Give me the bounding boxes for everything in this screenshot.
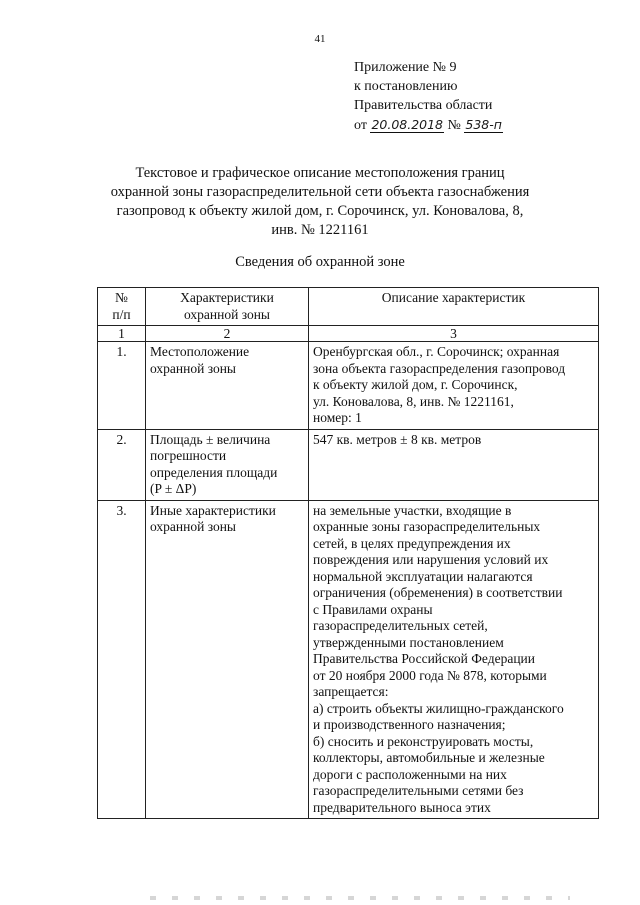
row-description	[309, 342, 599, 430]
title-line: инв. № 1221161	[271, 222, 369, 238]
cell-line: коллекторы, автомобильные и железные	[313, 750, 545, 765]
cell-line: Правительства Российской Федерации	[313, 651, 535, 666]
column-index: 2	[146, 326, 309, 342]
appendix-block	[354, 58, 503, 135]
cell-line: б) сносить и реконструировать мосты,	[313, 733, 534, 749]
cell-line: зона объекта газораспределения газопровод	[313, 360, 566, 376]
header-text: Характеристики	[180, 290, 274, 305]
title-line: охранной зоны газораспределительной сети объекта газоснабжения	[110, 184, 530, 200]
cell-line: (P ± ΔP)	[150, 481, 197, 496]
header-text: Описание характеристик	[381, 290, 526, 305]
column-index: 3	[309, 326, 599, 342]
cell-line: номер: 1	[313, 410, 362, 425]
date-prefix: от	[354, 118, 367, 133]
protection-zone-table	[97, 287, 599, 819]
row-description	[309, 429, 599, 500]
header-text: охранной зоны	[183, 306, 270, 322]
section-heading: Сведения об охранной зоне	[235, 254, 405, 270]
appendix-title: Приложение № 9	[354, 60, 457, 75]
appendix-line-government: Правительства области	[354, 98, 493, 113]
header-text: п/п	[112, 306, 131, 322]
cell-line: к объекту жилой дом, г. Сорочинск,	[313, 377, 518, 392]
appendix-date-line	[354, 115, 503, 135]
header-description	[309, 288, 599, 326]
scan-artifact	[150, 896, 570, 900]
table-row	[98, 342, 599, 430]
cell-line: охранной зоны	[150, 519, 237, 534]
cell-line: запрещается:	[313, 684, 389, 699]
cell-line: от 20 ноября 2000 года № 878, которыми	[313, 667, 547, 683]
row-characteristic	[146, 500, 309, 819]
cell-line: Оренбургская обл., г. Сорочинск; охранная	[313, 344, 560, 359]
cell-line: предварительного выноса этих	[313, 799, 491, 815]
cell-line: с Правилами охраны	[313, 601, 433, 617]
row-number: 2.	[98, 429, 146, 500]
cell-line: сетей, в целях предупреждения их	[313, 535, 511, 551]
cell-line: утвержденными постановлением	[313, 634, 504, 650]
table-header-row	[98, 288, 599, 326]
cell-line: ограничения (обременения) в соответствии	[313, 585, 563, 600]
cell-line: охранной зоны	[150, 360, 237, 376]
page-number: 41	[314, 33, 326, 45]
column-index: 1	[98, 326, 146, 342]
cell-line: а) строить объекты жилищно-гражданского	[313, 700, 564, 716]
title-line: Текстовое и графическое описание местоположения границ	[135, 165, 505, 181]
handwritten-number: 538-п	[465, 117, 502, 132]
header-number	[98, 288, 146, 326]
table-row	[98, 500, 599, 819]
cell-line: погрешности	[150, 448, 227, 463]
table-row	[98, 429, 599, 500]
cell-line: Иные характеристики	[150, 502, 276, 518]
cell-line: повреждения или нарушения условий их	[313, 552, 549, 567]
title-line: газопровод к объекту жилой дом, г. Сорочинск, ул. Коновалова, 8,	[116, 203, 524, 219]
cell-line: нормальной эксплуатации налагаются	[313, 568, 533, 584]
cell-line: 547 кв. метров ± 8 кв. метров	[313, 431, 482, 447]
cell-line: определения площади	[150, 464, 278, 480]
cell-line: дороги с расположенными на них	[313, 766, 507, 782]
cell-line: ул. Коновалова, 8, инв. № 1221161,	[313, 393, 514, 409]
number-prefix: №	[447, 118, 461, 133]
cell-line: газораспределительными сетями без	[313, 783, 524, 798]
row-number: 3.	[98, 500, 146, 819]
row-characteristic	[146, 342, 309, 430]
cell-line: Местоположение	[150, 344, 250, 359]
header-characteristics	[146, 288, 309, 326]
column-index-row	[98, 326, 599, 342]
cell-line: охранные зоны газораспределительных	[313, 519, 541, 534]
header-text: №	[115, 290, 128, 305]
appendix-line-resolution: к постановлению	[354, 79, 458, 94]
row-description	[309, 500, 599, 819]
cell-line: Площадь ± величина	[150, 431, 271, 447]
cell-line: на земельные участки, входящие в	[313, 502, 512, 518]
cell-line: и производственного назначения;	[313, 717, 506, 732]
row-characteristic	[146, 429, 309, 500]
document-title	[0, 164, 640, 240]
cell-line: газораспределительных сетей,	[313, 618, 488, 633]
handwritten-date: 20.08.2018	[371, 117, 444, 132]
row-number: 1.	[98, 342, 146, 430]
